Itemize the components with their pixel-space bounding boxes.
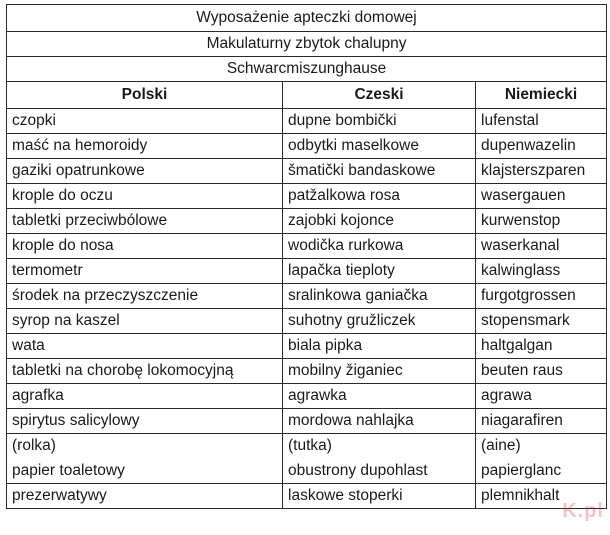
table-row (7, 459, 607, 484)
cell-polski[interactable]: termometr (7, 259, 283, 284)
cell-polski[interactable]: tabletki przeciwbólowe (7, 209, 283, 234)
table-row (7, 159, 607, 184)
header-niemiecki[interactable]: Niemiecki (476, 82, 607, 109)
cell-niemiecki[interactable]: niagarafiren (476, 409, 607, 434)
cell-niemiecki[interactable]: lufenstal (476, 109, 607, 134)
title-row (7, 57, 607, 82)
table-row (7, 234, 607, 259)
cell-niemiecki[interactable]: (aine) (476, 434, 607, 459)
header-polski[interactable]: Polski (7, 82, 283, 109)
title-row (7, 32, 607, 57)
table-row (7, 284, 607, 309)
cell-polski[interactable]: krople do nosa (7, 234, 283, 259)
cell-niemiecki[interactable]: klajsterszparen (476, 159, 607, 184)
header-czeski[interactable]: Czeski (283, 82, 476, 109)
table-row (7, 359, 607, 384)
cell-czeski[interactable]: agrawka (283, 384, 476, 409)
cell-polski[interactable]: czopki (7, 109, 283, 134)
cell-niemiecki[interactable]: plemnikhalt (476, 484, 607, 509)
cell-polski[interactable]: krople do oczu (7, 184, 283, 209)
cell-polski[interactable]: syrop na kaszel (7, 309, 283, 334)
table-row (7, 259, 607, 284)
cell-niemiecki[interactable]: dupenwazelin (476, 134, 607, 159)
table-row (7, 309, 607, 334)
cell-polski[interactable]: maść na hemoroidy (7, 134, 283, 159)
table-row (7, 109, 607, 134)
cell-czeski[interactable]: patžalkowa rosa (283, 184, 476, 209)
cell-polski[interactable]: papier toaletowy (7, 459, 283, 484)
cell-polski[interactable]: spirytus salicylowy (7, 409, 283, 434)
cell-czeski[interactable]: sralinkowa ganiačka (283, 284, 476, 309)
table-row (7, 434, 607, 459)
table-row (7, 409, 607, 434)
title-cell-polish[interactable]: Wyposażenie apteczki domowej (7, 5, 607, 32)
cell-polski[interactable]: gaziki opatrunkowe (7, 159, 283, 184)
table-row (7, 134, 607, 159)
cell-czeski[interactable]: biala pipka (283, 334, 476, 359)
table-row (7, 484, 607, 509)
table-row (7, 209, 607, 234)
cell-niemiecki[interactable]: kurwenstop (476, 209, 607, 234)
title-row (7, 5, 607, 32)
cell-polski[interactable]: agrafka (7, 384, 283, 409)
title-cell-czech[interactable]: Makulaturny zbytok chalupny (7, 32, 607, 57)
cell-czeski[interactable]: suhotny gružliczek (283, 309, 476, 334)
cell-polski[interactable]: prezerwatywy (7, 484, 283, 509)
cell-czeski[interactable]: odbytki maselkowe (283, 134, 476, 159)
title-cell-german[interactable]: Schwarcmiszunghause (7, 57, 607, 82)
table-row (7, 334, 607, 359)
cell-czeski[interactable]: zajobki kojonce (283, 209, 476, 234)
cell-polski[interactable]: tabletki na chorobę lokomocyjną (7, 359, 283, 384)
cell-niemiecki[interactable]: agrawa (476, 384, 607, 409)
cell-czeski[interactable]: dupne bombički (283, 109, 476, 134)
cell-niemiecki[interactable]: stopensmark (476, 309, 607, 334)
cell-polski[interactable]: (rolka) (7, 434, 283, 459)
cell-niemiecki[interactable]: wasergauen (476, 184, 607, 209)
cell-czeski[interactable]: šmatički bandaskowe (283, 159, 476, 184)
spreadsheet-table (6, 4, 607, 509)
cell-polski[interactable]: środek na przeczyszczenie (7, 284, 283, 309)
cell-niemiecki[interactable]: beuten raus (476, 359, 607, 384)
cell-czeski[interactable]: laskowe stoperki (283, 484, 476, 509)
table-row (7, 384, 607, 409)
cell-niemiecki[interactable]: papierglanc (476, 459, 607, 484)
cell-niemiecki[interactable]: kalwinglass (476, 259, 607, 284)
table-row (7, 184, 607, 209)
cell-czeski[interactable]: (tutka) (283, 434, 476, 459)
cell-niemiecki[interactable]: furgotgrossen (476, 284, 607, 309)
cell-czeski[interactable]: wodička rurkowa (283, 234, 476, 259)
cell-czeski[interactable]: mobilny žiganiec (283, 359, 476, 384)
cell-polski[interactable]: wata (7, 334, 283, 359)
header-row (7, 82, 607, 109)
cell-czeski[interactable]: obustrony dupohlast (283, 459, 476, 484)
cell-niemiecki[interactable]: haltgalgan (476, 334, 607, 359)
cell-niemiecki[interactable]: waserkanal (476, 234, 607, 259)
watermark-logo: K.pl (562, 500, 604, 522)
cell-czeski[interactable]: mordowa nahlajka (283, 409, 476, 434)
spreadsheet-body (7, 5, 607, 509)
cell-czeski[interactable]: lapačka tieploty (283, 259, 476, 284)
